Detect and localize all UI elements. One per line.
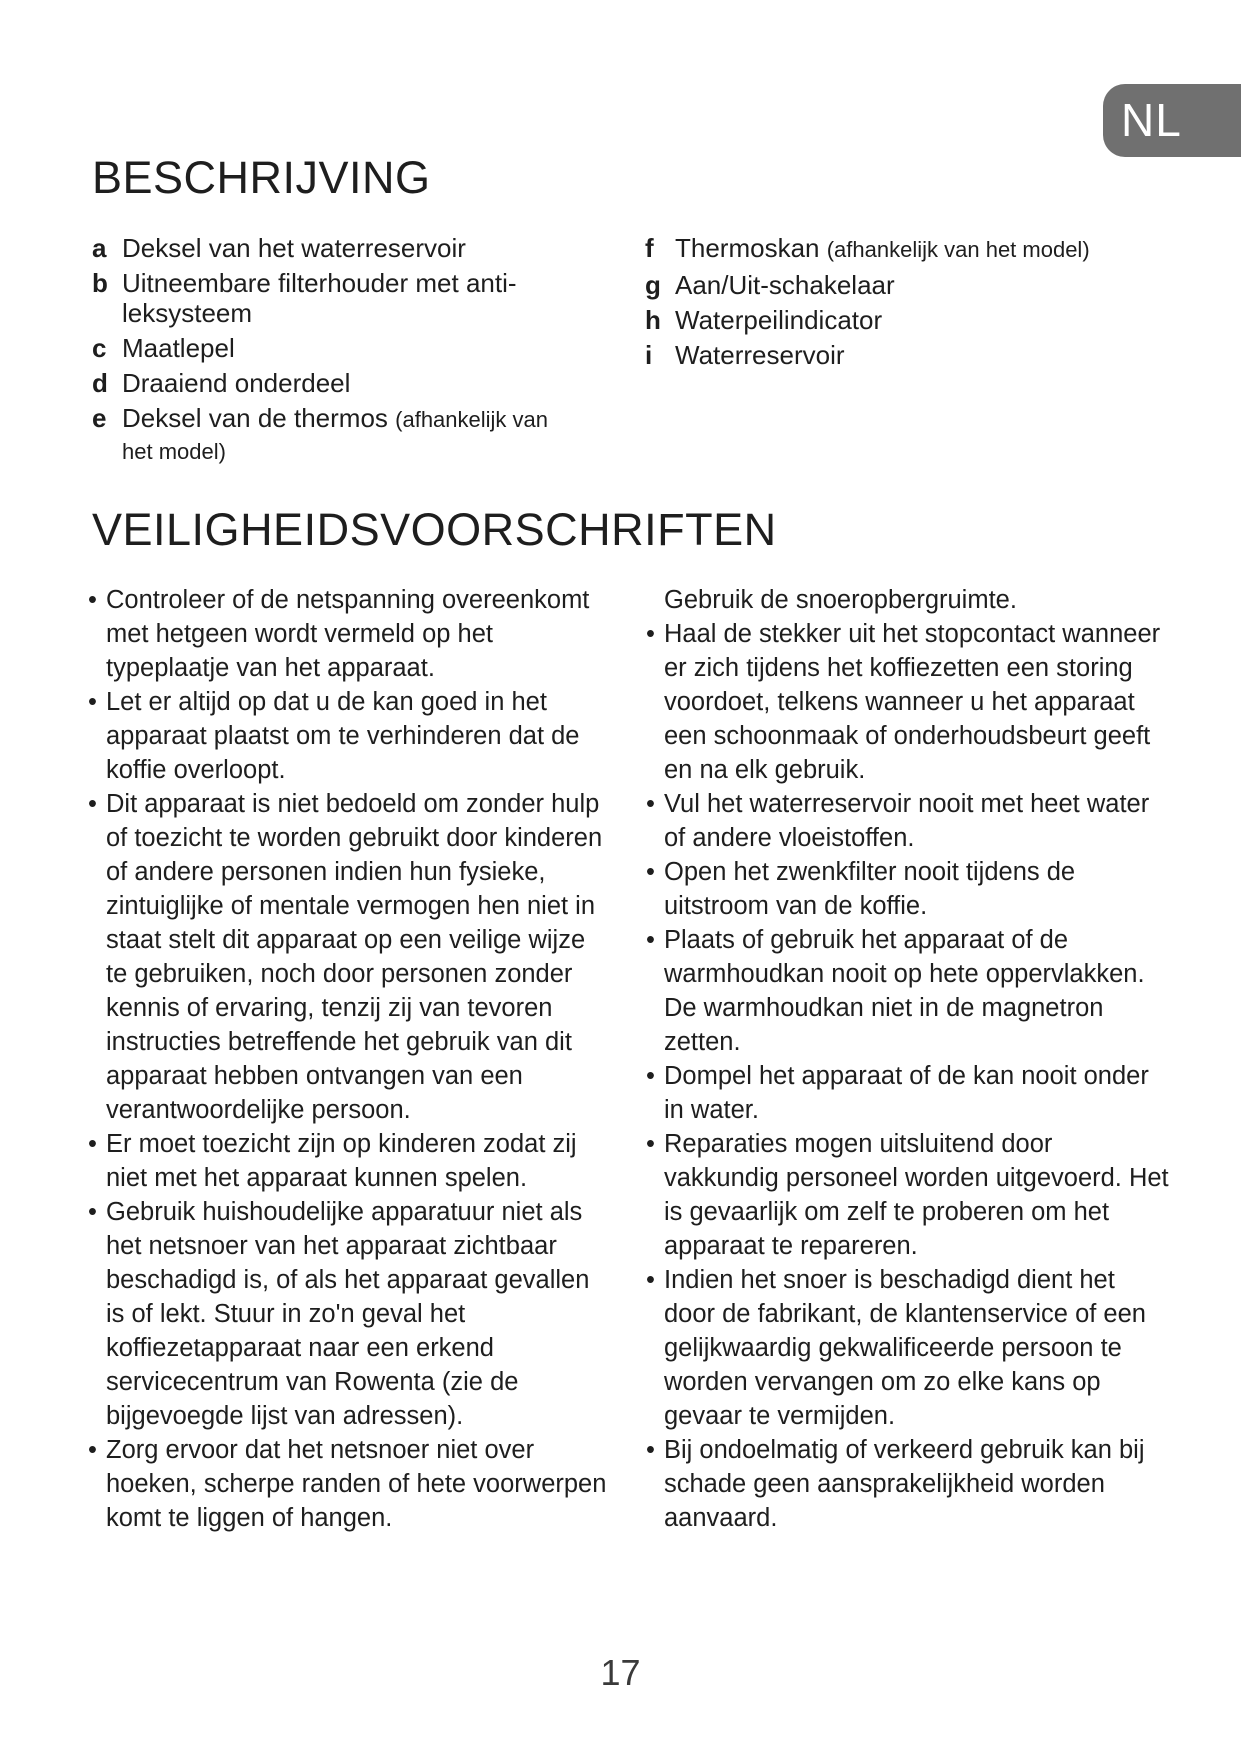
safety-list-right <box>650 583 1170 1535</box>
language-tab: NL <box>1103 84 1241 157</box>
safety-title: VEILIGHEIDSVOORSCHRIFTEN <box>92 504 777 555</box>
safety-item: • Reparaties mogen uitsluitend door vakkundig personeel worden uitgevoerd. Het is gevaarlijk om zelf te proberen om het apparaat te repareren. <box>650 1127 1170 1263</box>
part-item <box>92 333 562 363</box>
parts-list-right <box>645 233 1145 375</box>
part-item <box>92 368 562 398</box>
safety-item: • Plaats of gebruik het apparaat of de warmhoudkan nooit op hete oppervlakken. De warmhoudkan niet in de magnetron zetten. <box>650 923 1170 1059</box>
part-text: Draaiend onderdeel <box>122 368 351 398</box>
part-letter: h <box>645 305 661 335</box>
page-number: 17 <box>600 1652 641 1693</box>
part-text: Waterpeilindicator <box>675 305 883 335</box>
safety-item: • Haal de stekker uit het stopcontact wanneer er zich tijdens het koffiezetten een storing voordoet, telkens wanneer u het apparaat een schoonmaak of onderhoudsbeurt geeft en na elk gebruik. <box>650 617 1170 787</box>
safety-item: • Dompel het apparaat of de kan nooit onder in water. <box>650 1059 1170 1127</box>
safety-list-left <box>92 583 612 1535</box>
description-title: BESCHRIJVING <box>92 152 431 203</box>
safety-item: • Open het zwenkfilter nooit tijdens de uitstroom van de koffie. <box>650 855 1170 923</box>
safety-item: • Er moet toezicht zijn op kinderen zodat zij niet met het apparaat kunnen spelen. <box>92 1127 612 1195</box>
part-letter: b <box>92 268 108 298</box>
part-letter: d <box>92 368 108 398</box>
part-text: Deksel van de thermos <box>122 403 388 433</box>
safety-item: • Bij ondoelmatig of verkeerd gebruik kan bij schade geen aansprakelijkheid worden aanvaard. <box>650 1433 1170 1535</box>
parts-list-left <box>92 233 562 472</box>
part-letter: a <box>92 233 107 263</box>
part-letter: f <box>645 233 654 263</box>
safety-item: • Indien het snoer is beschadigd dient het door de fabrikant, de klantenservice of een gelijkwaardig gekwalificeerde persoon te worden vervangen om zo elke kans op gevaar te vermijden. <box>650 1263 1170 1433</box>
part-note: (afhankelijk van het model) <box>826 237 1090 262</box>
part-text: Uitneembare filterhouder met anti-leksysteem <box>122 268 517 328</box>
part-item <box>92 403 562 467</box>
part-item <box>92 233 562 263</box>
part-note: (afhankelijk van het model) <box>122 407 549 464</box>
safety-item-continuation: Gebruik de snoeropbergruimte. <box>664 586 1017 614</box>
part-text: Aan/Uit-schakelaar <box>675 270 895 300</box>
safety-item: • Controleer of de netspanning overeenkomt met hetgeen wordt vermeld op het typeplaatje van het apparaat. <box>92 583 612 685</box>
part-item <box>92 268 562 328</box>
part-letter: c <box>92 333 107 363</box>
part-text: Waterreservoir <box>675 340 845 370</box>
part-item <box>645 270 1145 300</box>
safety-item: • Vul het waterreservoir nooit met heet water of andere vloeistoffen. <box>650 787 1170 855</box>
part-letter: e <box>92 403 107 433</box>
part-letter: g <box>645 270 661 300</box>
safety-item: • Let er altijd op dat u de kan goed in het apparaat plaatst om te verhinderen dat de koffie overloopt. <box>92 685 612 787</box>
part-text: Maatlepel <box>122 333 235 363</box>
part-item <box>645 233 1145 265</box>
part-text: Deksel van het waterreservoir <box>122 233 466 263</box>
part-item <box>645 340 1145 370</box>
safety-item: • Gebruik huishoudelijke apparatuur niet als het netsnoer van het apparaat zichtbaar beschadigd is, of als het apparaat gevallen is of lekt. Stuur in zo'n geval het koffiezetapparaat naar een erkend servicecentrum van Rowenta (zie de bijgevoegde lijst van adressen). <box>92 1195 612 1433</box>
part-item <box>645 305 1145 335</box>
part-letter: i <box>645 340 653 370</box>
part-text: Thermoskan <box>675 233 820 263</box>
safety-item: • Zorg ervoor dat het netsnoer niet over hoeken, scherpe randen of hete voorwerpen komt te liggen of hangen. <box>92 1433 612 1535</box>
safety-item: • Dit apparaat is niet bedoeld om zonder hulp of toezicht te worden gebruikt door kinderen of andere personen indien hun fysieke, zintuiglijke of mentale vermogen hen niet in staat stelt dit apparaat op een veilige wijze te gebruiken, noch door personen zonder kennis of ervaring, tenzij zij van tevoren instructies betreffende het gebruik van dit apparaat hebben ontvangen van een verantwoordelijke persoon. <box>92 787 612 1127</box>
